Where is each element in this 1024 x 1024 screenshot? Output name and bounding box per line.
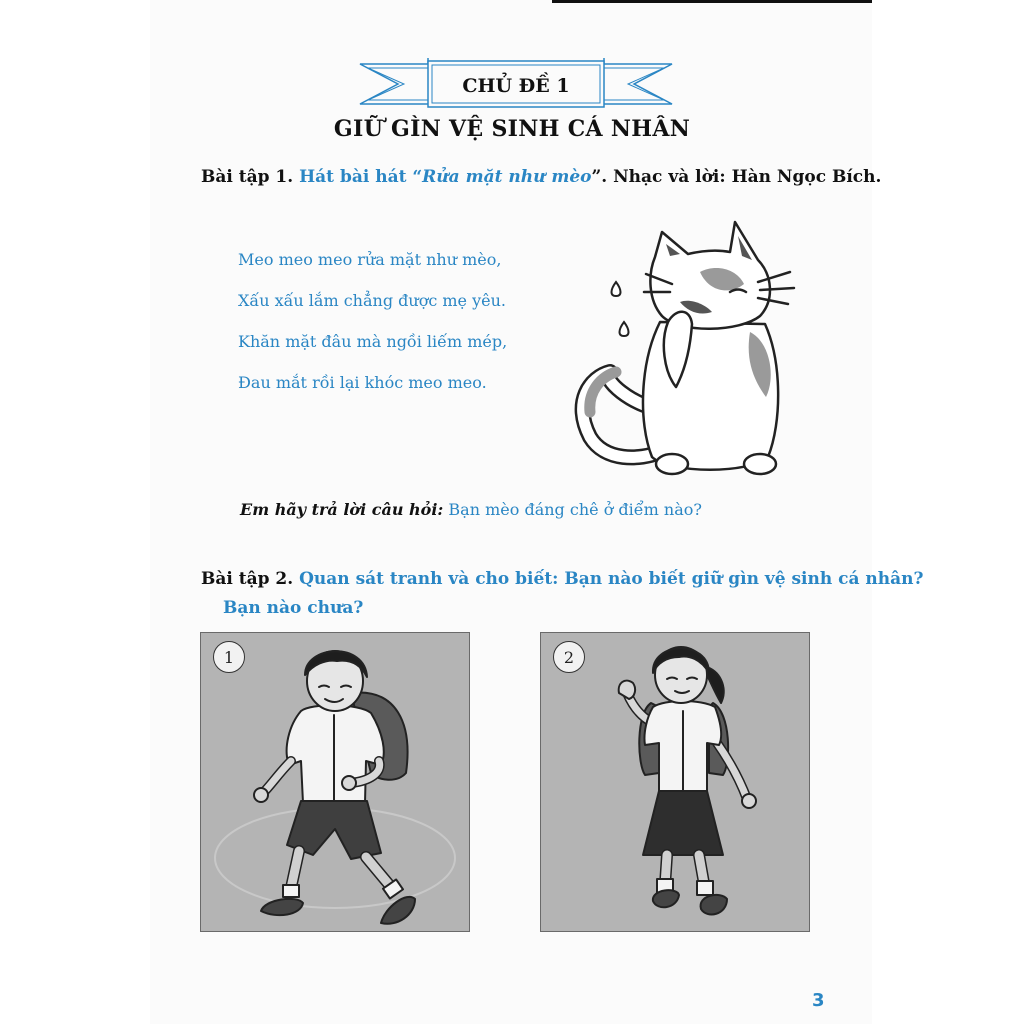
- lyric-line: Đau mắt rồi lại khóc meo meo.: [238, 373, 487, 392]
- lyric-line: Xấu xấu lắm chẳng được mẹ yêu.: [238, 291, 507, 310]
- exercise-2-heading: [201, 569, 923, 589]
- panel-number-2: 2: [553, 641, 585, 673]
- question-lead: Em hãy trả lời câu hỏi:: [240, 500, 444, 519]
- top-edge-bar: [552, 0, 872, 3]
- girl-illustration-icon: [541, 633, 809, 931]
- lesson-title: GIỮ GÌN VỆ SINH CÁ NHÂN: [333, 116, 691, 142]
- question-text: Bạn mèo đáng chê ở điểm nào?: [448, 500, 702, 519]
- exercise-1-instruction-start: Hát bài hát “: [299, 167, 423, 187]
- topic-label: CHỦ ĐỀ 1: [462, 75, 570, 97]
- exercise-1-question: [240, 500, 702, 519]
- picture-panel-2: [540, 632, 810, 932]
- exercise-2-instruction-cont: Bạn nào chưa?: [223, 598, 364, 618]
- song-title: Rửa mặt như mèo: [422, 167, 592, 187]
- page-number: 3: [812, 990, 825, 1011]
- exercise-2-instruction: Quan sát tranh và cho biết: Bạn nào biết giữ gìn vệ sinh cá nhân?: [299, 569, 924, 589]
- lyric-line: Khăn mặt đâu mà ngồi liếm mép,: [238, 332, 508, 351]
- exercise-1-heading: [201, 167, 881, 187]
- exercise-1-instruction-end: ”. Nhạc và lời: Hàn Ngọc Bích.: [591, 167, 882, 187]
- panel-number-1: 1: [213, 641, 245, 673]
- song-lyrics: [238, 248, 507, 412]
- cat-illustration-icon: [560, 212, 800, 482]
- lyric-line: Meo meo meo rửa mặt như mèo,: [238, 250, 502, 269]
- picture-panel-1: [200, 632, 470, 932]
- boy-illustration-icon: [201, 633, 469, 931]
- exercise-1-label: Bài tập 1.: [201, 167, 294, 187]
- exercise-2-label: Bài tập 2.: [201, 569, 294, 589]
